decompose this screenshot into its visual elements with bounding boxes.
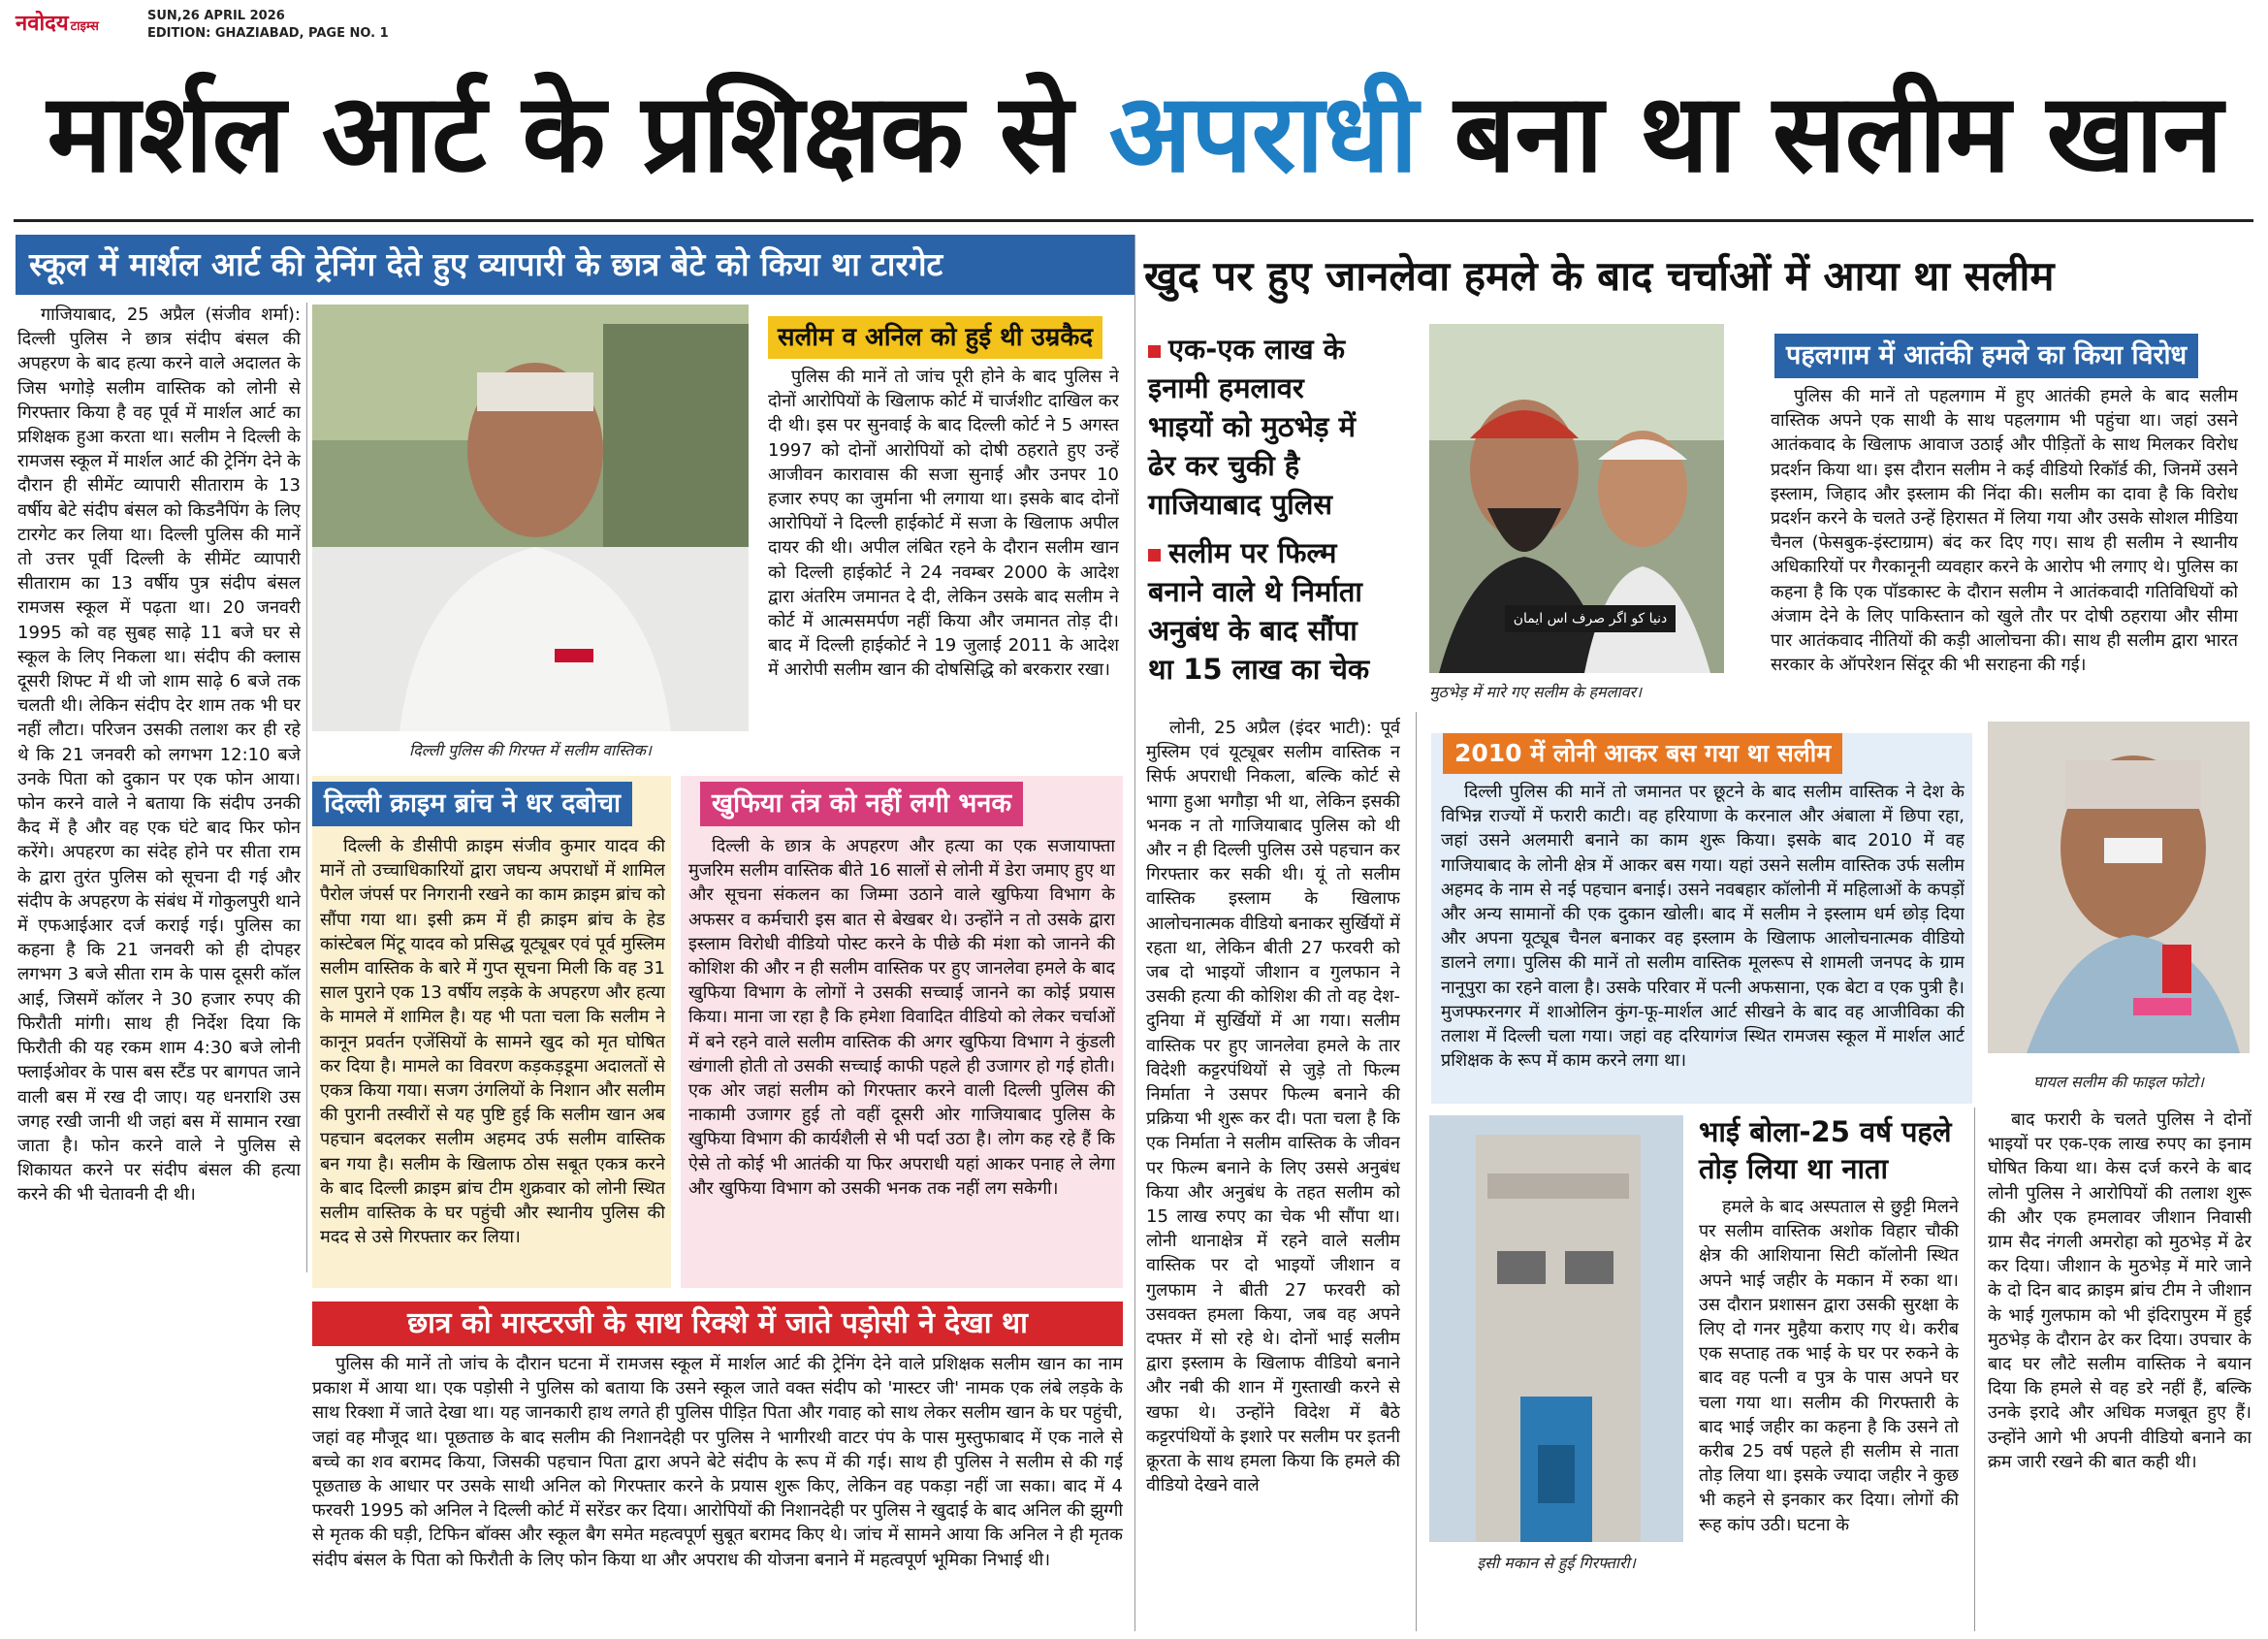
loni-story-text: लोनी, 25 अप्रैल (इंदर भाटी): पूर्व मुस्लिम एवं यूट्यूबर सलीम वास्तिक न सिर्फ अपराधी निकला, बल्कि कोर्ट से भागा हुआ भगौड़ा भी था, लेकिन इसकी भनक न तो गाजियाबाद पुलिस को थी और न ही दिल्ली पुलिस उसे पहचान कर गिरफ्तार कर सकी थी। यूं तो सलीम वास्तिक इस्लाम के खिलाफ आलोचनात्मक वीडियो बनाकर सुर्खियों में रहता था, लेकिन बीती 27 फरवरी को जब दो भाइयों जीशान व गुलफान ने उसकी हत्या की कोशिश की तो वह देश-दुनिया में सुर्खियों में आ गया। सलीम वास्तिक पर हुए जानलेवा हमले के तार विदेशी कट्टरपंथियों से जुड़े तो फिल्म निर्माता ने उसपर फिल्म बनाने की प्रक्रिया भी शुरू कर दी। पता चला है कि एक निर्माता ने सलीम वास्तिक के जीवन पर फिल्म बनाने के लिए उससे अनुबंध किया और अनुबंध के तहत सलीम को 15 लाख रुपए का चेक भी सौंपा था। लोनी थानाक्षेत्र में रहने वाले सलीम वास्तिक पर दो भाइयों जीशान व गुलफाम ने बीती 27 फरवरी को उसवक्त हमला किया, जब वह अपने दफ्तर में सो रहे थे। दोनों भाई सलीम द्वारा इस्लाम के खिलाफ वीडियो बनाने और नबी की शान में गुस्ताखी करने से खफा थे। उन्होंने विदेश में बैठे कट्टरपंथियों के इशारे पर सलीम पर इतनी क्रूरता के साथ हमला किया कि हमले की वीडियो देखने वाले <box>1146 718 1400 1496</box>
intelligence-text-block <box>688 834 1115 1285</box>
pull-quote-encounter: एक-एक लाख के इनामी हमलावर भाइयों को मुठभेड़ में ढेर कर चुकी है गाजियाबाद पुलिस <box>1148 333 1356 521</box>
pahalgam-text-block <box>1771 384 2238 704</box>
injured-saleem-photo <box>1988 722 2250 1053</box>
left-story-column-1 <box>17 303 301 1631</box>
loni-2010-heading: 2010 में लोनी आकर बस गया था सलीम <box>1443 733 1842 774</box>
neighbor-text-block <box>312 1352 1123 1631</box>
loni-2010-text-block <box>1441 780 1965 1100</box>
crime-branch-text: दिल्ली के डीसीपी क्राइम संजीव कुमार यादव की मानें तो उच्चाधिकारियों द्वारा जघन्य अपराधों में शामिल पैरोल जंपर्स पर निगरानी रखने का काम क्राइम ब्रांच को सौंपा गया था। इसी क्रम में ही क्राइम ब्रांच के हेड कांस्टेबल मिंटू यादव को प्रसिद्ध यूट्यूबर एवं पूर्व मुस्लिम सलीम वास्तिक के बारे में गुप्त सूचना मिली कि वह 31 साल पुराने एक 13 वर्षीय लड़के के अपहरण और हत्या के मामले में शामिल है। यह भी पता चला कि सलीम ने कानून प्रवर्तन एजेंसियों के सामने खुद को मृत घोषित कर दिया है। मामले का विवरण कड़कड़डूमा अदालतों से एकत्र किया गया। सजग उंगलियों के निशान और सलीम की पुरानी तस्वीरों से यह पुष्टि हुई कि सलीम खान अब पहचान बदलकर सलीम अहमद उर्फ सलीम वास्तिक बन गया है। सलीम के खिलाफ ठोस सबूत एकत्र करने के बाद दिल्ली क्राइम ब्रांच टीम शुक्रवार को लोनी स्थित सलीम वास्तिक के घर पहुंची और स्थानीय पुलिस की मदद से उसे गिरफ्तार कर लिया। <box>320 836 665 1248</box>
attackers-photo <box>1429 324 1724 673</box>
bullet-square-icon <box>1148 345 1161 358</box>
bullet-square-icon <box>1148 549 1161 562</box>
column-divider <box>306 303 307 1272</box>
pahalgam-text: पुलिस की मानें तो पहलगाम में हुए आतंकी हमले के बाद सलीम वास्तिक अपने एक साथी के साथ पहलगाम भी पहुंचा था। जहां उसने आतंकवाद के खिलाफ आवाज उठाई और पीड़ितों के साथ मिलकर विरोध प्रदर्शन किया था। इस दौरान सलीम ने कई वीडियो रिकॉर्ड की, जिनमें उसने इस्लाम, जिहाद और इस्लाम की निंदा की। सलीम का दावा है कि विरोध प्रदर्शन करने के चलते उन्हें हिरासत में लिया गया और उसके सोशल मीडिया चैनल (फेसबुक-इंस्टाग्राम) बंद कर दिए गए। साथ ही सलीम ने स्थानीय अधिकारियों पर गैरकानूनी व्यवहार करने के आरोप भी लगाए थे। पुलिस का कहना है कि एक पॉडकास्ट के दौरान सलीम ने आतंकवादी गतिविधियों को अंजाम देने के लिए पाकिस्तान को खुले तौर पर दोषी ठहराया और सीमा पार आतंकवाद नीतियों की कड़ी आलोचना की। साथ ही सलीम द्वारा भारत सरकार के ऑपरेशन सिंदूर की भी सराहना की गई। <box>1771 386 2238 676</box>
left-story-text: गाजियाबाद, 25 अप्रैल (संजीव शर्मा): दिल्ली पुलिस ने छात्र संदीप बंसल की अपहरण के बाद हत्या करने वाले अदालत के जिस भगोड़े सलीम वास्तिक को लोनी से गिरफ्तार किया है वह पूर्व में मार्शल आर्ट का प्रशिक्षक हुआ करता था। सलीम ने दिल्ली के रामजस स्कूल में मार्शल आर्ट की ट्रेनिंग देने के दौरान ही सीमेंट व्यापारी सीताराम के 13 वर्षीय बेटे संदीप बंसल को किडनैपिंग के लिए टारगेट कर लिया था। दिल्ली पुलिस की मानें तो उत्तर पूर्वी दिल्ली के सीमेंट व्यापारी सीताराम का 13 वर्षीय पुत्र संदीप बंसल रामजस स्कूल में पढ़ता था। 20 जनवरी 1995 को वह सुबह साढ़े 11 बजे घर से स्कूल के लिए निकला था। संदीप की क्लास दूसरी शिफ्ट में थी जो शाम साढ़े 6 बजे तक चलती थी। लेकिन संदीप देर शाम तक भी घर नहीं लौटा। परिजन उसकी तलाश कर ही रहे थे कि 21 जनवरी को लगभग 12:10 बजे उनके पिता को दुकान पर एक फोन आया। फोन करने वाले ने बताया कि संदीप उनकी कैद में है और वह एक घंटे बाद फिर फोन करेंगे। अपहरण का संदेह होने पर सीता राम के द्वारा तुरंत पुलिस को सूचना दी गई और संदीप के अपहरण के संबंध में गोकुलपुरी थाने में एफआईआर दर्ज कराई गई। पुलिस का कहना है कि 21 जनवरी को ही दोपहर लगभग 3 बजे सीता राम के पास दूसरी कॉल आई, जिसमें कॉलर ने 30 हजार रुपए की फिरौती मांगी। साथ ही निर्देश दिया कि फिरौती की यह रकम शाम 4:30 बजे लोनी फ्लाईओवर के पास बस स्टैंड पर बागपत जाने वाली बस में रख दी जाए। यह धनराशि उस जगह रखी जानी थी जहां बस में सामान रखा जाता है। फोन करने वाले ने पुलिस से शिकायत करने पर संदीप बंसल की हत्या करने की भी चेतावनी दी थी। <box>17 305 301 1205</box>
photo-overlay-text: دنیا کو اگر صرف اس ایمان <box>1513 611 1668 627</box>
intelligence-heading: खुफिया तंत्र को नहीं लगी भनक <box>700 782 1023 826</box>
story-divider <box>1134 235 1135 1631</box>
reward-text: बाद फरारी के चलते पुलिस ने दोनों भाइयों पर एक-एक लाख रुपए का इनाम घोषित किया था। केस दर्ज करने के बाद लोनी पुलिस ने आरोपियों की तलाश शुरू की और एक हमलावर जीशान निवासी ग्राम सैद नंगली अमरोहा को मुठभेड़ में ढेर कर दिया। जीशान के मुठभेड़ में मारे जाने के दो दिन बाद क्राइम ब्रांच टीम ने जीशान के भाई गुलफाम को भी इंदिरापुरम में हुई मुठभेड़ के दौरान ढेर कर दिया। उपचार के बाद घर लौटे सलीम वास्तिक ने बयान दिया कि हमले से वह डरे नहीं हैं, बल्कि उनके इरादे और अधिक मजबूत हुए हैं। उन्होंने आगे भी अपनी वीडियो बनाने का क्रम जारी रखने की बात कही थी। <box>1988 1109 2252 1472</box>
left-story-banner: स्कूल में मार्शल आर्ट की ट्रेनिंग देते हुए व्यापारी के छात्र बेटे को किया था टारगेट <box>16 235 1134 295</box>
house-photo <box>1429 1115 1683 1542</box>
loni-story-column <box>1146 716 1400 1631</box>
dateline <box>147 8 389 43</box>
injured-photo-caption: घायल सलीम की फाइल फोटो। <box>2033 1073 2204 1091</box>
intelligence-text: दिल्ली के छात्र के अपहरण और हत्या का एक सजायाफ्ता मुजरिम सलीम वास्तिक बीते 16 सालों से लोनी में डेरा जमाए हुए था और सूचना संकलन का जिम्मा उठाने वाले खुफिया विभाग के अफसर व कर्मचारी इस बात से बेखबर थे। उन्होंने न तो उसके द्वारा इस्लाम विरोधी वीडियो पोस्ट करने के पीछे की मंशा को जानने की कोशिश की और न ही सलीम वास्तिक पर हुए जानलेवा हमले के बाद खुफिया विभाग के लोगों ने उसकी सच्चाई जानने का कोई प्रयास किया। माना जा रहा है कि हमेशा विवादित वीडियो को लेकर चर्चाओं में बने रहने वाले सलीम वास्तिक की अगर खुफिया विभाग ने कुंडली खंगाली होती तो उसकी सच्चाई काफी पहले ही उजागर हो गई होती। एक ओर जहां सलीम को गिरफ्तार करने वाली दिल्ली पुलिस की नाकामी उजागर हुई तो वहीं दूसरी ओर गाजियाबाद पुलिस के खुफिया विभाग की कार्यशैली से भी पर्दा उठा है। लोग कह रहे हैं कि ऐसे तो कोई भी आतंकी या फिर अपराधी यहां आकर पनाह ले लेगा और खुफिया विभाग को उसकी भनक तक नहीं लग सकेगी। <box>688 836 1115 1199</box>
column-divider <box>1416 712 1417 1631</box>
neighbor-text: पुलिस की मानें तो जांच के दौरान घटना में रामजस स्कूल में मार्शल आर्ट की ट्रेनिंग देने वाले प्रशिक्षक सलीम खान का नाम प्रकाश में आया था। एक पड़ोसी ने पुलिस को बताया कि उसने स्कूल जाते वक्त संदीप को 'मास्टर जी' नामक एक लंबे लड़के के साथ रिक्शा में जाते देखा था। यह जानकारी हाथ लगते ही पुलिस पीड़ित पिता और गवाह को साथ लेकर सलीम खान के घर पहुंची, जहां वह मौजूद था। पूछताछ के बाद सलीम की निशानदेही पर पुलिस ने भागीरथी वाटर पंप के पास मुस्तुफाबाद में एक नाले से बच्चे का शव बरामद किया, जिसकी पहचान पिता द्वारा अपने बेटे संदीप के रूप में की गई। साथ ही पुलिस ने सलीम से की गई पूछताछ के आधार पर उसके साथी अनिल को गिरफ्तार करने के प्रयास शुरू किए, लेकिन वह पकड़ा नहीं जा सका। बाद में 4 फरवरी 1995 को अनिल ने दिल्ली कोर्ट में सरेंडर कर दिया। आरोपियों की निशानदेही पर पुलिस ने खुदाई के बाद अनिल की झुग्गी से मृतक की घड़ी, टिफिन बॉक्स और स्कूल बैग समेत महत्वपूर्ण सुबूत बरामद किए थे। जांच में सामने आया कि अनिल ने ही मृतक संदीप बंसल के पिता को फिरौती के लिए फोन किया था और अपराध की योजना बनाने में महत्वपूर्ण भूमिका निभाई थी। <box>312 1354 1123 1570</box>
loni-2010-text: दिल्ली पुलिस की मानें तो जमानत पर छूटने के बाद सलीम वास्तिक ने देश के विभिन्न राज्यों में फरारी काटी। वह हरियाणा के करनाल और अंबाला में छिपा रहा, जहां उसने अलमारी बनाने का काम शुरू किया। इसके बाद 2010 में वह गाजियाबाद के लोनी क्षेत्र में आकर बस गया। यहां उसने सलीम वास्तिक उर्फ सलीम अहमद के नाम से नई पहचान बनाई। उसने नवबहार कॉलोनी में महिलाओं के कपड़ों और अन्य सामानों की एक दुकान खोली। बाद में सलीम ने इस्लाम धर्म छोड़ दिया और अपना यूट्यूब चैनल बनाकर वह इस्लाम के खिलाफ आलोचनात्मक वीडियो डालने लगा। पुलिस की मानें तो सलीम वास्तिक मूलरूप से शामली जनपद के ग्राम नानूपुरा का रहने वाला है। उसके परिवार में पत्नी अफसाना, एक बेटा व एक पुत्री है। मुजफ्फरनगर में शाओलिन कुंग-फू-मार्शल आर्ट सीखने के बाद वह आजीविका की तलाश में दिल्ली चला गया। जहां वह दरियागंज स्थित रामजस स्कूल में मार्शल आर्ट प्रशिक्षक के रूप में काम करने लगा था। <box>1441 782 1965 1072</box>
right-story-banner: खुद पर हुए जानलेवा हमले के बाद चर्चाओं में आया था सलीम <box>1144 252 2055 300</box>
life-sentence-text-block <box>768 365 1119 762</box>
saleem-custody-photo <box>312 305 749 731</box>
issue-date: SUN,26 APRIL 2026 <box>147 9 285 23</box>
masthead <box>16 6 2246 49</box>
life-sentence-heading: सलीम व अनिल को हुई थी उम्रकैद <box>768 316 1102 359</box>
neighbor-heading: छात्र को मास्टरजी के साथ रिक्शे में जाते पड़ोसी ने देखा था <box>312 1302 1123 1346</box>
attackers-photo-caption: मुठभेड़ में मारे गए सलीम के हमलावर। <box>1429 683 1643 701</box>
headline-highlight: अपराधी <box>1108 71 1418 197</box>
pahalgam-heading: पहलगाम में आतंकी हमले का किया विरोध <box>1774 334 2198 378</box>
main-headline: मार्शल आर्ट के प्रशिक्षक से अपराधी बना था सलीम खान <box>47 71 2222 197</box>
column-divider <box>1974 1108 1975 1631</box>
edition-info: EDITION: GHAZIABAD, PAGE NO. 1 <box>147 26 389 41</box>
house-photo-caption: इसी मकान से हुई गिरफ्तारी। <box>1477 1554 1636 1572</box>
brother-text: हमले के बाद अस्पताल से छुट्टी मिलने पर सलीम वास्तिक अशोक विहार चौकी क्षेत्र की आशियाना सिटी कॉलोनी स्थित अपने भाई जहीर के मकान में रुका था। उस दौरान प्रशासन द्वारा उसकी सुरक्षा के लिए दो गनर मुहैया कराए गए थे। करीब एक सप्ताह तक भाई के घर पर रुकने के बाद वह पत्नी व पुत्र के पास अपने घर चला गया था। सलीम की गिरफ्तारी के बाद भाई जहीर का कहना है कि उसने तो करीब 25 वर्ष पहले ही सलीम से नाता तोड़ लिया था। इसके ज्यादा जहीर ने कुछ भी कहने से इनकार कर दिया। लोगों की रूह कांप उठी। घटना के <box>1699 1197 1959 1535</box>
crime-branch-text-block <box>320 834 665 1285</box>
crime-branch-heading: दिल्ली क्राइम ब्रांच ने धर दबोचा <box>312 782 632 826</box>
headline-rule <box>14 219 2253 222</box>
pull-quote-film: सलीम पर फिल्म बनाने वाले थे निर्माता अनुबंध के बाद सौंपा था 15 लाख का चेक <box>1148 536 1370 686</box>
brother-heading: भाई बोला-25 वर्ष पहले तोड़ लिया था नाता <box>1699 1115 1952 1185</box>
reward-text-block <box>1988 1108 2252 1631</box>
life-sentence-text: पुलिस की मानें तो जांच पूरी होने के बाद पुलिस ने दोनों आरोपियों के खिलाफ कोर्ट में चार्जशीट दाखिल कर दी थी। इस पर सुनवाई के बाद दिल्ली कोर्ट ने 5 अगस्त 1997 को दोनों आरोपियों को दोषी ठहराते हुए उन्हें आजीवन कारावास की सजा सुनाई और उनपर 10 हजार रुपए का जुर्माना भी लगाया था। इसके बाद दोनों आरोपियों ने दिल्ली हाईकोर्ट में सजा के खिलाफ अपील दायर की थी। अपील लंबित रहने के दौरान सलीम खान को दिल्ली हाईकोर्ट ने 24 नवम्बर 2000 के आदेश द्वारा अंतरिम जमानत दे दी, लेकिन उसके बाद सलीम ने कोर्ट में आत्मसमर्पण नहीं किया और जमानत तोड़ दी। बाद में दिल्ली हाईकोर्ट ने 19 जुलाई 2011 के आदेश में आरोपी सलीम खान की दोषसिद्धि को बरकरार रखा। <box>768 367 1119 681</box>
brother-text-block <box>1699 1195 1959 1631</box>
saleem-photo-caption: दिल्ली पुलिस की गिरफ्त में सलीम वास्तिक। <box>409 741 652 759</box>
newspaper-logo: नवोदय टाइम्स <box>16 11 99 36</box>
